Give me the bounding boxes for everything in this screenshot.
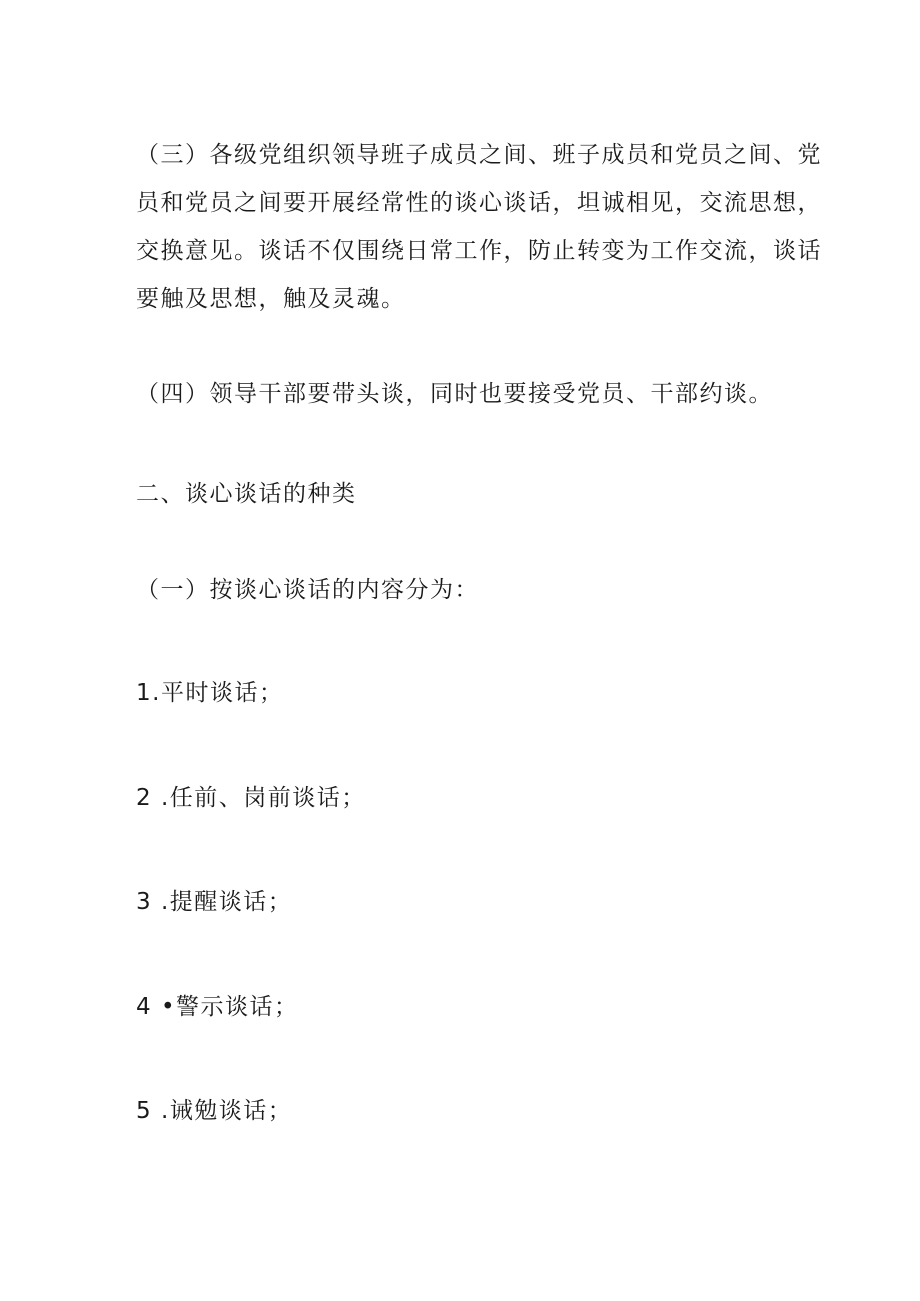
list-item-5: 5 .诫勉谈话； [136,1098,293,1124]
paragraph-three-line-3: 交换意见。谈话不仅围绕日常工作，防止转变为工作交流，谈话 [136,238,822,264]
subsection-one: （一）按谈心谈话的内容分为： [136,577,479,603]
paragraph-four: （四）领导干部要带头谈，同时也要接受党员、干部约谈。 [136,381,773,407]
section-two-heading: 二、谈心谈话的种类 [136,481,357,507]
paragraph-three-line-4: 要触及思想，触及灵魂。 [136,286,406,312]
list-item-4: 4 •警示谈话； [136,994,299,1020]
paragraph-three-line-2: 员和党员之间要开展经常性的谈心谈话，坦诚相见，交流思想， [136,190,822,216]
list-item-2: 2 .任前、岗前谈话； [136,785,366,811]
list-item-1: 1.平时谈话； [136,680,284,706]
list-item-3: 3 .提醒谈话； [136,889,293,915]
paragraph-three [136,131,822,323]
paragraph-three-line-1: （三）各级党组织领导班子成员之间、班子成员和党员之间、党 [136,142,822,168]
